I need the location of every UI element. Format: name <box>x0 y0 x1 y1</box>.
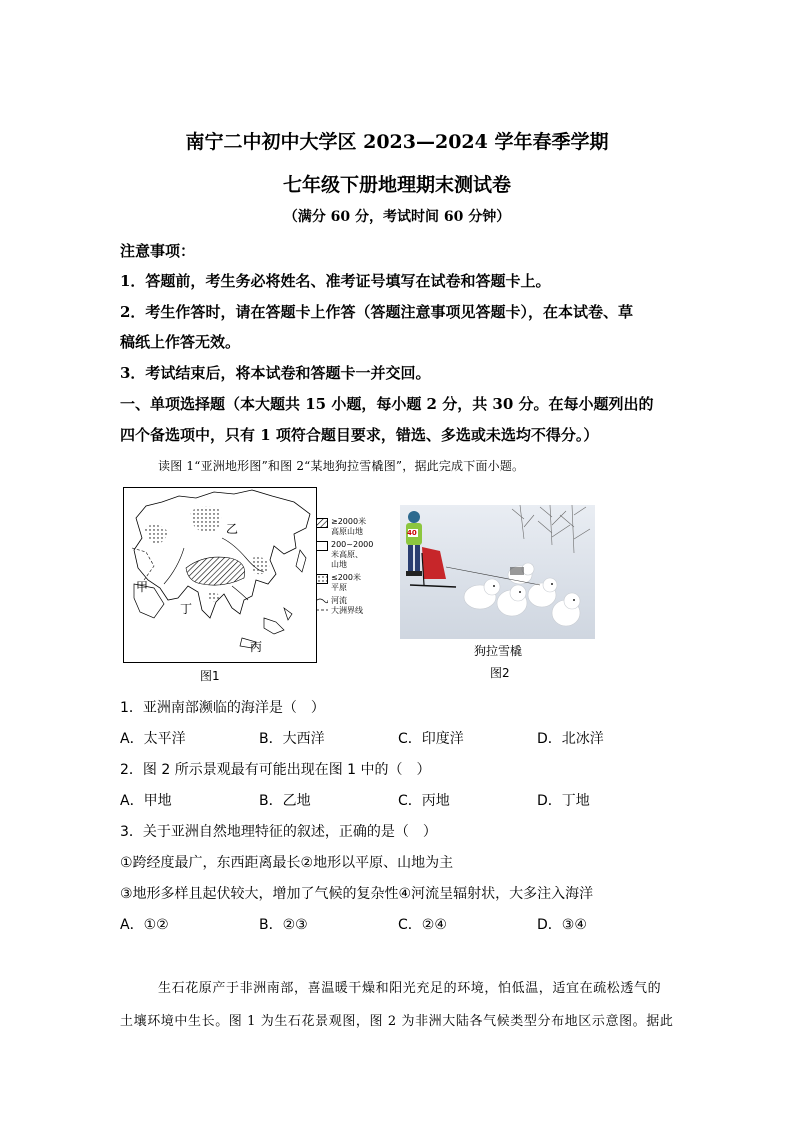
boundary-line-icon <box>316 606 328 614</box>
q2-option-d: D．丁地 <box>537 793 590 809</box>
legend-row-plateau: ≥2000米高原山地 <box>316 517 367 537</box>
q3-statement-2: ③地形多样且起伏较大，增加了气候的复杂性④河流呈辐射状，大多注入海洋 <box>120 886 594 902</box>
q3-option-a: A．①② <box>120 917 169 933</box>
q2-stem: 2．图 2 所示景观最有可能出现在图 1 中的（ ） <box>120 762 431 778</box>
q3-stem: 3．关于亚洲自然地理特征的叙述，正确的是（ ） <box>120 824 437 840</box>
legend-row-river: 河流 <box>316 596 367 606</box>
photo-caption: 狗拉雪橇 <box>474 644 523 658</box>
reading-intro-1: 读图 1“亚洲地形图”和图 2“某地狗拉雪橇图”，据此完成下面小题。 <box>158 459 525 473</box>
q3-option-d: D．③④ <box>537 917 587 933</box>
q3-option-c: C．②④ <box>398 917 447 933</box>
q1-stem: 1．亚洲南部濒临的海洋是（ ） <box>120 700 325 716</box>
q3-option-b: B．②③ <box>259 917 308 933</box>
section-header-line2: 四个备选项中，只有 1 项符合题目要求，错选、多选或未选均不得分。） <box>120 426 599 444</box>
exam-title-line2: 七年级下册地理期末测试卷 <box>282 174 511 196</box>
exam-subtitle: （满分 60 分，考试时间 60 分钟） <box>283 209 511 225</box>
notice-item-2b: 稿纸上作答无效。 <box>120 333 241 351</box>
q2-option-a: A．甲地 <box>120 793 172 809</box>
legend-row-plain: ≤200米平原 <box>316 573 367 593</box>
q1-option-c: C．印度洋 <box>398 731 464 747</box>
legend-row-boundary: 大洲界线 <box>316 606 367 616</box>
q1-option-a: A．太平洋 <box>120 731 186 747</box>
dog-sled-photo <box>400 505 595 639</box>
reading-intro-2-line2: 土壤环境中生长。图 1 为生石花景观图，图 2 为非洲大陆各气候类型分布地区示意图。据此 <box>120 1014 674 1029</box>
notice-item-2a: 2．考生作答时，请在答题卡上作答（答题注意事项见答题卡），在本试卷、草 <box>120 303 633 321</box>
figure2-caption: 图2 <box>490 666 510 680</box>
notice-item-3: 3．考试结束后，将本试卷和答题卡一并交回。 <box>120 364 431 382</box>
q3-statement-1: ①跨经度最广，东西距离最长②地形以平原、山地为主 <box>120 855 454 871</box>
map-label-bing: 丙 <box>250 640 263 654</box>
exam-title-line1: 南宁二中初中大学区 2023—2024 学年春季学期 <box>185 131 609 153</box>
map-legend <box>316 517 374 616</box>
q1-option-d: D．北冰洋 <box>537 731 604 747</box>
q2-option-b: B．乙地 <box>259 793 311 809</box>
section-header-line1: 一、单项选择题（本大题共 15 小题，每小题 2 分，共 30 分。在每小题列出的 <box>120 395 654 413</box>
dot-swatch-icon <box>316 574 328 584</box>
notice-heading: 注意事项： <box>120 242 196 260</box>
figure1-caption: 图1 <box>200 669 220 683</box>
hatch-swatch-icon <box>316 518 328 528</box>
q2-option-c: C．丙地 <box>398 793 450 809</box>
map-label-yi: 乙 <box>226 522 239 536</box>
asia-terrain-map <box>123 487 317 663</box>
legend-row-hills: 200~2000米高原、山地 <box>316 540 367 570</box>
blank-swatch-icon <box>316 541 328 551</box>
asia-map-drawing <box>124 488 316 662</box>
notice-item-1: 1．答题前，考生务必将姓名、准考证号填写在试卷和答题卡上。 <box>120 272 551 290</box>
map-label-jia: 甲 <box>136 580 149 594</box>
dog-sled-illustration <box>400 505 595 639</box>
reading-intro-2-line1: 生石花原产于非洲南部，喜温暖干燥和阳光充足的环境，怕低温，适宜在疏松透气的 <box>158 981 662 996</box>
q1-option-b: B．大西洋 <box>259 731 325 747</box>
bib-number: 40 <box>407 529 417 537</box>
river-line-icon <box>316 596 328 604</box>
map-label-ding: 丁 <box>180 602 193 616</box>
